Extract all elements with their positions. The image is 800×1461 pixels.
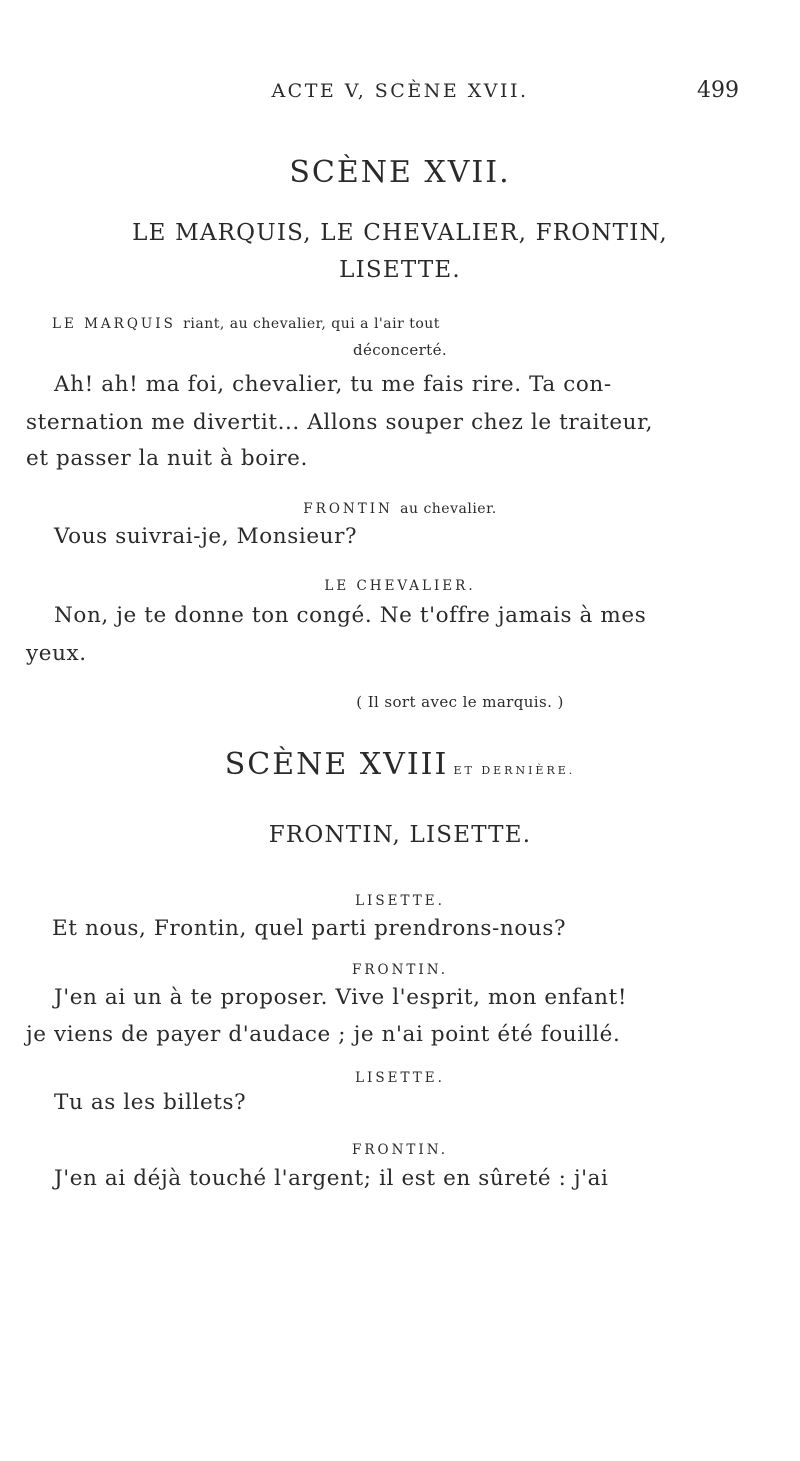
speech-line: J'en ai un à te proposer. Vive l'esprit, mon enfant! bbox=[54, 985, 628, 1010]
speaker-lisette: LISETTE. bbox=[355, 893, 445, 909]
stage-direction: au chevalier. bbox=[400, 501, 497, 517]
page-number: 499 bbox=[697, 78, 739, 103]
speaker-name: FRONTIN bbox=[303, 501, 393, 517]
speaker-chevalier: LE CHEVALIER. bbox=[324, 578, 476, 594]
scene-18-cast: FRONTIN, LISETTE. bbox=[268, 822, 532, 848]
speech-line: Non, je te donne ton congé. Ne t'offre jamais à mes bbox=[54, 603, 647, 628]
scene-17-title: SCÈNE XVII. bbox=[289, 155, 511, 190]
scene-17-cast-line-2: LISETTE. bbox=[339, 257, 461, 283]
speaker-frontin: FRONTIN. bbox=[352, 962, 448, 978]
scene-18-heading bbox=[0, 747, 800, 782]
speech-line: Ah! ah! ma foi, chevalier, tu me fais rire. Ta con- bbox=[54, 372, 612, 397]
scene-18-tag: ET DERNIÈRE. bbox=[453, 764, 576, 777]
speaker-frontin bbox=[0, 501, 800, 517]
speech-line: Et nous, Frontin, quel parti prendrons-nous? bbox=[52, 916, 567, 941]
speaker-marquis bbox=[52, 316, 440, 332]
stage-direction-cont: déconcerté. bbox=[352, 341, 448, 359]
stage-direction: riant, au chevalier, qui a l'air tout bbox=[183, 316, 440, 332]
scene-18-title: SCÈNE XVIII bbox=[224, 747, 449, 782]
speech-line: Vous suivrai-je, Monsieur? bbox=[54, 524, 358, 549]
speech-line: Tu as les billets? bbox=[54, 1090, 247, 1115]
speech-line: J'en ai déjà touché l'argent; il est en sûreté : j'ai bbox=[54, 1166, 609, 1191]
speaker-lisette: LISETTE. bbox=[355, 1070, 445, 1086]
speech-line: et passer la nuit à boire. bbox=[26, 446, 308, 471]
speech-line: sternation me divertit... Allons souper chez le traiteur, bbox=[26, 410, 654, 435]
speech-line: yeux. bbox=[26, 641, 87, 666]
speaker-frontin: FRONTIN. bbox=[352, 1142, 448, 1158]
speaker-name: LE MARQUIS bbox=[52, 316, 176, 332]
scene-17-cast-line-1: LE MARQUIS, LE CHEVALIER, FRONTIN, bbox=[132, 220, 668, 246]
stage-direction-exit: ( Il sort avec le marquis. ) bbox=[356, 693, 564, 711]
speech-line: je viens de payer d'audace ; je n'ai point été fouillé. bbox=[26, 1022, 621, 1047]
running-head: ACTE V, SCÈNE XVII. bbox=[271, 80, 529, 102]
